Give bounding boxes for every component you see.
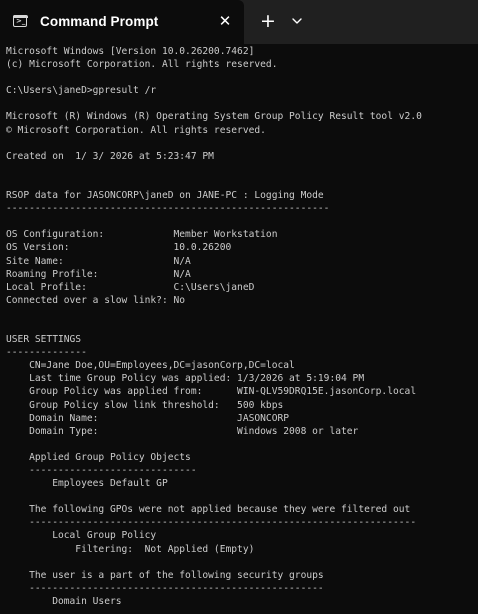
terminal-line: Domain Users [6, 595, 122, 607]
terminal-line [6, 163, 478, 176]
terminal-line: Connected over a slow link?: No [6, 294, 186, 306]
terminal-line: The following GPOs were not applied because they were filtered out [6, 504, 411, 516]
terminal-line: Site Name: N/A [6, 255, 191, 267]
terminal-line: CN=Jane Doe,OU=Employees,DC=jasonCorp,DC=local [6, 360, 295, 372]
terminal-icon: >_ [13, 15, 27, 27]
close-icon[interactable]: ✕ [218, 12, 232, 30]
terminal-line: Filtering: Not Applied (Empty) [6, 543, 255, 555]
tab-bar [0, 0, 478, 44]
terminal-line: Employees Default GP [6, 478, 168, 490]
new-tab-button[interactable]: + [260, 10, 276, 32]
terminal-line: Microsoft (R) Windows (R) Operating System Group Policy Result tool v2.0 [6, 111, 422, 123]
terminal-line: --------------------------------------------------- [6, 582, 324, 594]
terminal-output[interactable] [6, 45, 478, 608]
tab-title: Command Prompt [40, 14, 159, 29]
terminal-line: Domain Name: JASONCORP [6, 412, 290, 424]
terminal-line [6, 556, 478, 569]
terminal-line: Roaming Profile: N/A [6, 268, 191, 280]
terminal-line: Local Profile: C:\Users\janeD [6, 281, 255, 293]
terminal-line: RSOP data for JASONCORP\janeD on JANE-PC : Logging Mode [6, 190, 324, 202]
chevron-down-icon[interactable] [287, 11, 307, 31]
terminal-line: Created on 1/ 3/ 2026 at 5:23:47 PM [6, 150, 214, 162]
terminal-line [6, 71, 478, 84]
terminal-line: ------------------------------------------------------------------- [6, 517, 417, 529]
terminal-line: Microsoft Windows [Version 10.0.26200.7462] [6, 46, 255, 57]
terminal-line: Group Policy slow link threshold: 500 kbps [6, 399, 284, 411]
terminal-line: -------------- [6, 347, 87, 359]
terminal-line [6, 215, 478, 228]
terminal-line: OS Configuration: Member Workstation [6, 229, 278, 241]
terminal-line [6, 176, 478, 189]
terminal-line [6, 490, 478, 503]
terminal-line [6, 97, 478, 110]
terminal-line: (c) Microsoft Corporation. All rights reserved. [6, 59, 278, 71]
terminal-line: © Microsoft Corporation. All rights reserved. [6, 124, 266, 136]
terminal-line [6, 320, 478, 333]
terminal-line [6, 307, 478, 320]
terminal-line: The user is a part of the following security groups [6, 569, 324, 581]
terminal-line: Local Group Policy [6, 530, 157, 542]
terminal-line: -------------------------------------------------------- [6, 203, 330, 215]
tab-command-prompt[interactable] [0, 0, 244, 44]
terminal-line: USER SETTINGS [6, 334, 82, 346]
terminal-line: Last time Group Policy was applied: 1/3/2026 at 5:19:04 PM [6, 373, 365, 385]
terminal-line: C:\Users\janeD>gpresult /r [6, 85, 157, 97]
terminal-line: ----------------------------- [6, 465, 197, 476]
terminal-line: Applied Group Policy Objects [6, 451, 191, 463]
terminal-line: OS Version: 10.0.26200 [6, 242, 232, 254]
terminal-line [6, 438, 478, 451]
terminal-line [6, 137, 478, 150]
terminal-line: Domain Type: Windows 2008 or later [6, 425, 359, 437]
terminal-line: Group Policy was applied from: WIN-QLV59DRQ15E.jasonCorp.local [6, 386, 417, 398]
